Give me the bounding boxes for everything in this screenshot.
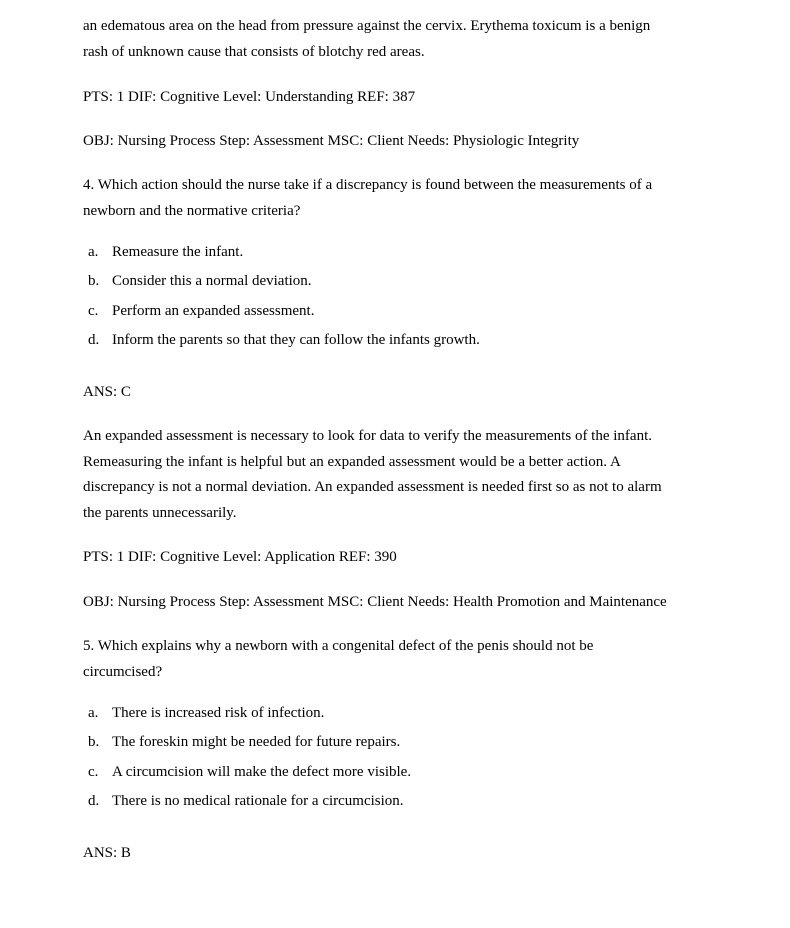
q4-rationale-line-4: the parents unnecessarily. (83, 505, 237, 521)
q5-stem-line-1: 5. Which explains why a newborn with a congenital defect of the penis should not be (83, 638, 594, 654)
q5-stem-line-2: circumcised? (83, 664, 163, 680)
q5-option-b (88, 732, 400, 752)
q4-stem-line-2: newborn and the normative criteria? (83, 203, 301, 219)
option-text: There is no medical rationale for a circumcision. (112, 793, 404, 809)
q4-answer: ANS: C (83, 384, 131, 400)
q4-stem-line-1: 4. Which action should the nurse take if a discrepancy is found between the measurements of a (83, 177, 653, 193)
q4-option-b (88, 271, 312, 291)
q3-obj-line: OBJ: Nursing Process Step: Assessment MSC: Client Needs: Physiologic Integrity (83, 133, 580, 149)
option-letter: d. (88, 793, 100, 809)
q4-option-a (88, 242, 243, 262)
option-text: Perform an expanded assessment. (112, 303, 315, 319)
q3-pts-line: PTS: 1 DIF: Cognitive Level: Understanding REF: 387 (83, 89, 416, 105)
q5-option-a (88, 703, 324, 723)
q5-option-d (88, 791, 404, 811)
option-letter: c. (88, 303, 99, 319)
q4-rationale-line-2: Remeasuring the infant is helpful but an expanded assessment would be a better action. A (83, 454, 621, 470)
option-text: There is increased risk of infection. (112, 705, 325, 721)
q5-answer: ANS: B (83, 845, 131, 861)
q4-pts-line: PTS: 1 DIF: Cognitive Level: Application REF: 390 (83, 549, 397, 565)
option-text: A circumcision will make the defect more visible. (112, 764, 412, 780)
q4-rationale-line-1: An expanded assessment is necessary to look for data to verify the measurements of the infant. (83, 428, 652, 444)
option-text: Consider this a normal deviation. (112, 273, 312, 289)
intro-line-1: an edematous area on the head from pressure against the cervix. Erythema toxicum is a benign (83, 18, 651, 34)
option-letter: a. (88, 705, 99, 721)
q4-obj-line: OBJ: Nursing Process Step: Assessment MSC: Client Needs: Health Promotion and Maintenance (83, 594, 667, 610)
q4-rationale-line-3: discrepancy is not a normal deviation. An expanded assessment is needed first so as not to alarm (83, 479, 662, 495)
option-text: Remeasure the infant. (112, 244, 244, 260)
option-letter: b. (88, 273, 100, 289)
option-letter: a. (88, 244, 99, 260)
q4-option-d (88, 330, 480, 350)
q5-option-c (88, 762, 411, 782)
intro-line-2: rash of unknown cause that consists of blotchy red areas. (83, 44, 425, 60)
option-text: The foreskin might be needed for future repairs. (112, 734, 401, 750)
option-letter: b. (88, 734, 100, 750)
option-letter: d. (88, 332, 100, 348)
option-letter: c. (88, 764, 99, 780)
q4-option-c (88, 301, 314, 321)
option-text: Inform the parents so that they can follow the infants growth. (112, 332, 480, 348)
